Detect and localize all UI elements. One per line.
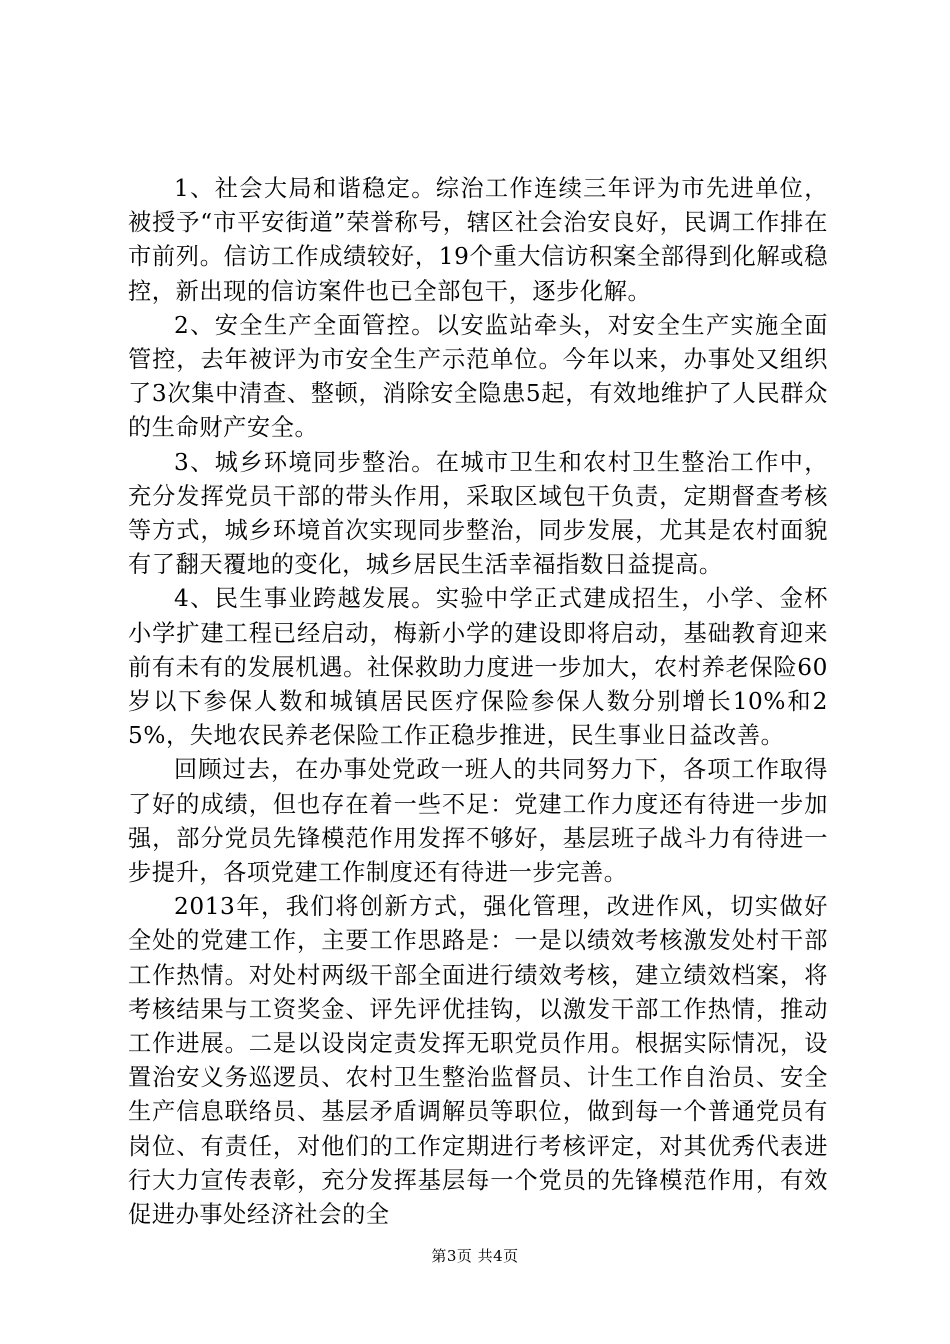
paragraph-livelihood-development: 4、民生事业跨越发展。实验中学正式建成招生，小学、金杯小学扩建工程已经启动，梅新小学的建设即将启动，基础教育迎来前有未有的发展机遇。社保救助力度进一步加大，农村养老保险60岁以下参保人数和城镇居民医疗保险参保人数分别增长10%和25%，失地农民养老保险工作正稳步推进，民生事业日益改善。 xyxy=(128,585,828,750)
paragraph-review-shortcomings: 回顾过去，在办事处党政一班人的共同努力下，各项工作取得了好的成绩，但也存在着一些不足：党建工作力度还有待进一步加强，部分党员先锋模范作用发挥不够好，基层班子战斗力有待进一步提升，各项党建工作制度还有待进一步完善。 xyxy=(128,756,828,887)
paragraph-environment-rectification: 3、城乡环境同步整治。在城市卫生和农村卫生整治工作中，充分发挥党员干部的带头作用，采取区域包干负责，定期督查考核等方式，城乡环境首次实现同步整治，同步发展，尤其是农村面貌有了翻天覆地的变化，城乡居民生活幸福指数日益提高。 xyxy=(128,448,828,579)
document-body xyxy=(128,172,828,1232)
page-number-footer: 第3页 共4页 xyxy=(431,1247,519,1265)
paragraph-safety-production: 2、安全生产全面管控。以安监站牵头，对安全生产实施全面管控，去年被评为市安全生产示范单位。今年以来，办事处又组织了3次集中清查、整顿，消除安全隐患5起，有效地维护了人民群众的生命财产安全。 xyxy=(128,311,828,442)
paragraph-2013-plan: 2013年，我们将创新方式，强化管理，改进作风，切实做好全处的党建工作，主要工作思路是：一是以绩效考核激发处村干部工作热情。对处村两级干部全面进行绩效考核，建立绩效档案，将考核结果与工资奖金、评先评优挂钩，以激发干部工作热情，推动工作进展。二是以设岗定责发挥无职党员作用。根据实际情况，设置治安义务巡逻员、农村卫生整治监督员、计生工作自治员、安全生产信息联络员、基层矛盾调解员等职位，做到每一个普通党员有岗位、有责任，对他们的工作定期进行考核评定，对其优秀代表进行大力宣传表彰，充分发挥基层每一个党员的先锋模范作用，有效促进办事处经济社会的全 xyxy=(128,893,828,1229)
paragraph-social-stability: 1、社会大局和谐稳定。综治工作连续三年评为市先进单位，被授予“市平安街道”荣誉称号，辖区社会治安良好，民调工作排在市前列。信访工作成绩较好，19个重大信访积案全部得到化解或稳控，新出现的信访案件也已全部包干，逐步化解。 xyxy=(128,175,828,305)
